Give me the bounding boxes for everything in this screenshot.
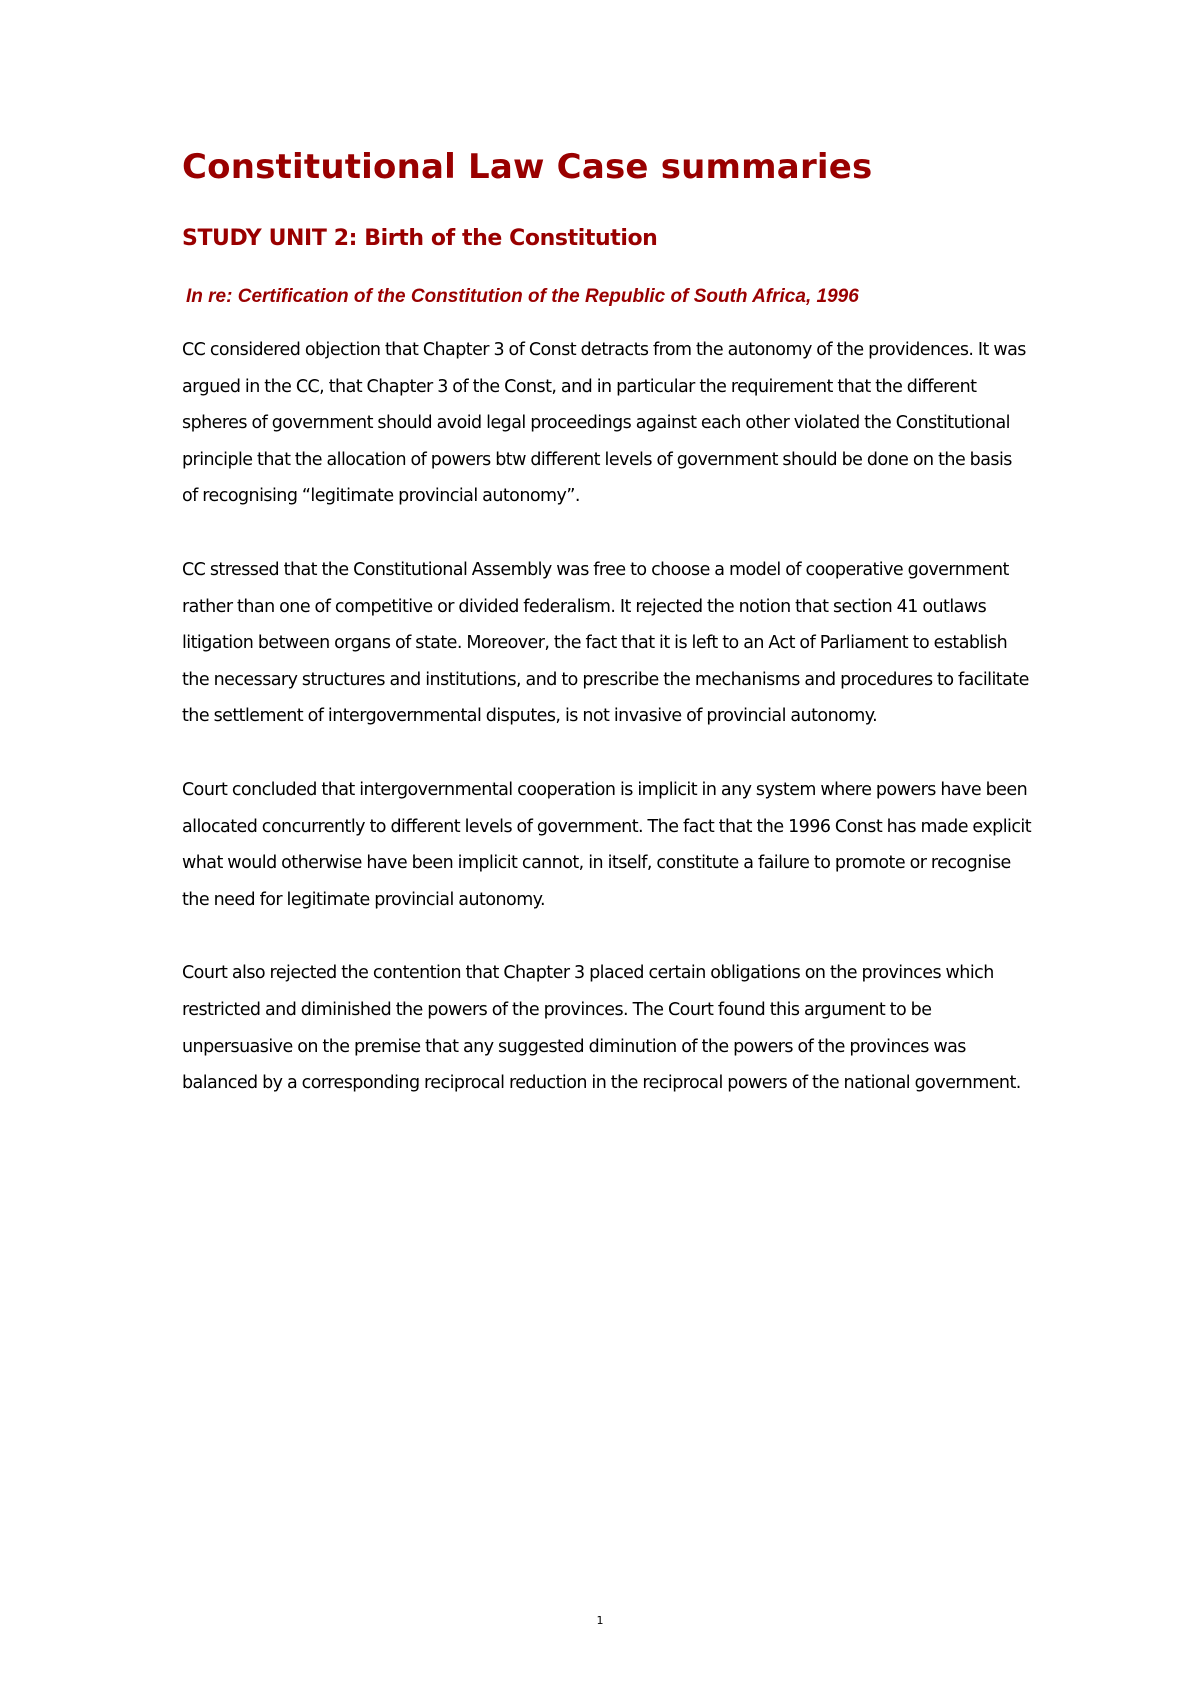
- document-title: Constitutional Law Case summaries: [182, 147, 873, 187]
- paragraph-1: CC considered objection that Chapter 3 of Const detracts from the autonomy of the providences. It was argued in the CC, that Chapter 3 of the Const, and in particular the requirement that the different spheres of government should avoid legal proceedings against each other violated the Constitutional principle that the allocation of powers btw different levels of government should be done on the basis of recognising “legitimate provincial autonomy”.: [182, 340, 1026, 507]
- paragraph-2: CC stressed that the Constitutional Assembly was free to choose a model of cooperative government rather than one of competitive or divided federalism. It rejected the notion that section 41 outlaws litigation between organs of state. Moreover, the fact that it is left to an Act of Parliament to establish the necessary structures and institutions, and to prescribe the mechanisms and procedures to facilitate the settlement of intergovernmental disputes, is not invasive of provincial autonomy.: [182, 559, 1029, 727]
- case-title: In re: Certification of the Constitution of the Republic of South Africa, 1996: [186, 286, 859, 307]
- study-unit-heading: STUDY UNIT 2: Birth of the Constitution: [182, 226, 658, 251]
- document-content: [182, 146, 1032, 1102]
- paragraph-4: Court also rejected the contention that Chapter 3 placed certain obligations on the provinces which restricted and diminished the powers of the provinces. The Court found this argument to be unpersuasive on the premise that any suggested diminution of the powers of the provinces was balanced by a corresponding reciprocal reduction in the reciprocal powers of the national government.: [182, 963, 1021, 1094]
- paragraph-3: Court concluded that intergovernmental cooperation is implicit in any system where powers have been allocated concurrently to different levels of government. The fact that the 1996 Const has made explicit what would otherwise have been implicit cannot, in itself, constitute a failure to promote or recognise the need for legitimate provincial autonomy.: [182, 779, 1032, 910]
- page-number: 1: [596, 1614, 604, 1627]
